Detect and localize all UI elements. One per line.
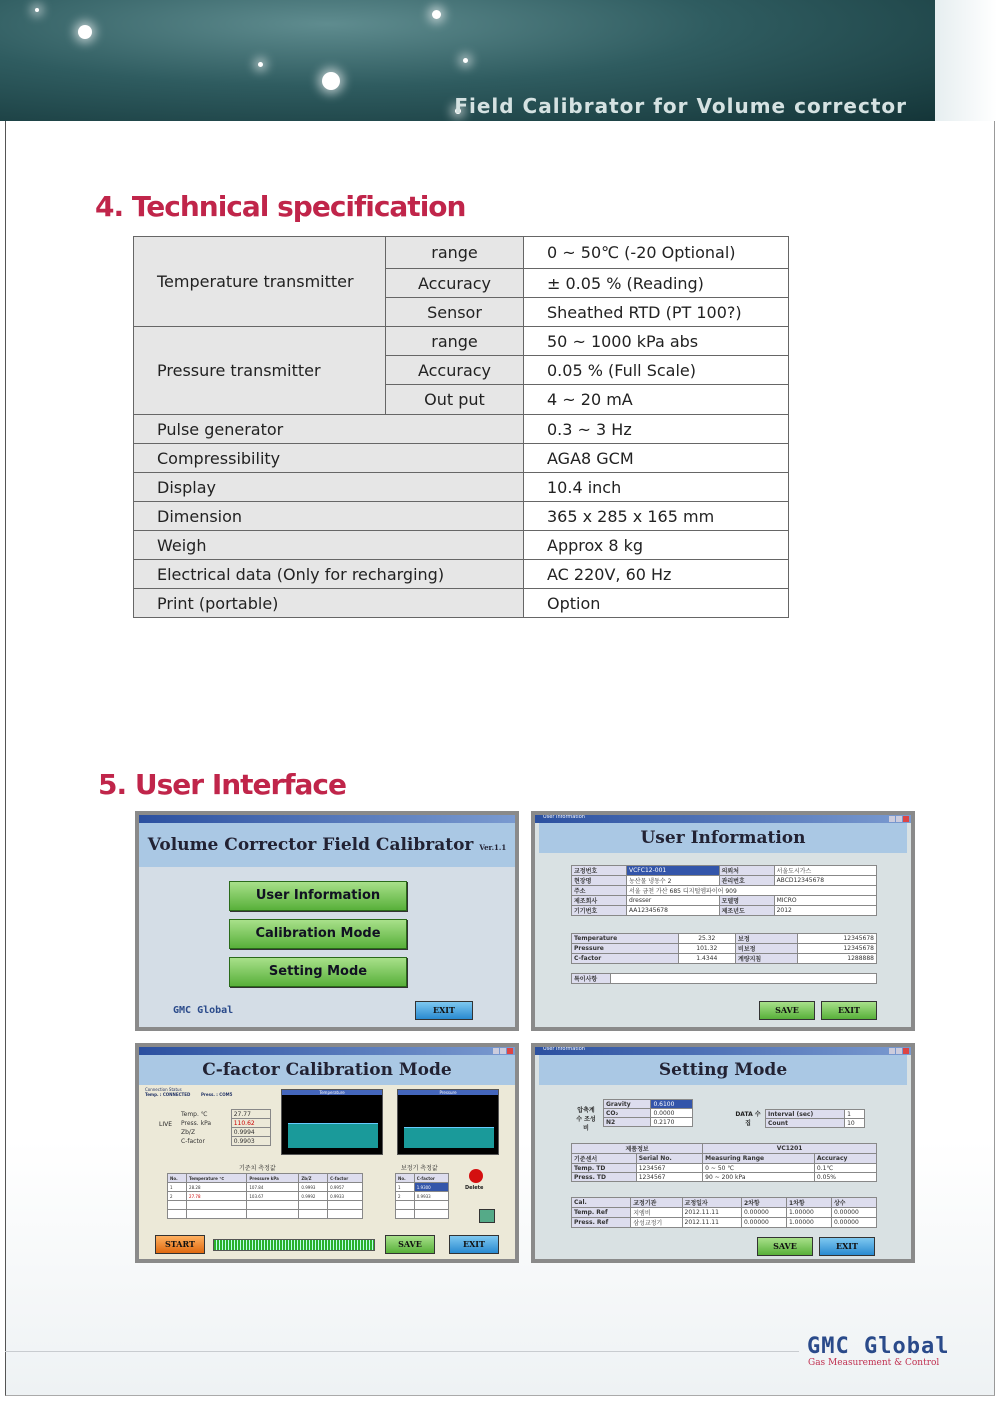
col-header: No.	[396, 1174, 415, 1183]
grid-value[interactable]: 1234567	[636, 1173, 702, 1182]
section-title-spec: 4. Technical specification	[95, 190, 466, 223]
spec-label: Electrical data (Only for recharging)	[134, 560, 524, 589]
table-cell[interactable]: 0.9993	[299, 1183, 328, 1192]
col-header: Measuring Range	[703, 1154, 815, 1164]
spec-param: Accuracy	[386, 356, 524, 385]
maximize-icon[interactable]	[500, 1048, 506, 1054]
live-value: 0.9903	[231, 1137, 270, 1146]
grid-value[interactable]: 0.05%	[814, 1173, 876, 1182]
live-label: LIVE	[159, 1121, 173, 1128]
grid-value[interactable]: ABCD12345678	[774, 876, 876, 886]
spec-param: Accuracy	[386, 269, 524, 298]
screenshot-setting-mode	[531, 1043, 915, 1263]
grid-key: 교정번호	[572, 866, 627, 876]
table-cell[interactable]	[414, 1201, 448, 1210]
grid-value[interactable]: 서울도시가스	[774, 866, 876, 876]
grid-key: 계량지침	[736, 954, 798, 964]
star-decoration	[463, 58, 468, 63]
spec-value: ± 0.05 % (Reading)	[524, 269, 789, 298]
grid-key: C-factor	[572, 954, 679, 964]
start-button[interactable]: START	[155, 1235, 205, 1254]
col-header: Serial No.	[636, 1154, 702, 1164]
section-title-ui: 5. User Interface	[98, 768, 347, 801]
table-cell[interactable]: 103.67	[247, 1192, 299, 1201]
spec-value: 0.05 % (Full Scale)	[524, 356, 789, 385]
screenshot-main-menu	[135, 811, 519, 1031]
grid-key: Temperature	[572, 934, 679, 944]
grid-key: 모델명	[719, 896, 774, 906]
footer-tagline: Gas Measurement & Control	[808, 1358, 940, 1368]
close-icon[interactable]	[903, 1048, 909, 1054]
table-cell[interactable]: 0.9933	[414, 1192, 448, 1201]
live-key: Temp. ℃	[181, 1110, 208, 1118]
note-label: 특이사항	[572, 974, 611, 984]
col-header: Accuracy	[814, 1154, 876, 1164]
star-decoration	[78, 25, 92, 39]
grid-value: VC1201	[703, 1144, 877, 1154]
minimize-icon[interactable]	[493, 1048, 499, 1054]
table-cell[interactable]	[168, 1201, 187, 1210]
table-cell[interactable]	[328, 1210, 363, 1219]
grid-value[interactable]: 0.00000	[831, 1218, 876, 1228]
grid-value[interactable]: 1.00000	[786, 1218, 831, 1228]
table-cell[interactable]	[247, 1201, 299, 1210]
setting-title: Setting Mode	[539, 1055, 907, 1085]
spec-label: Weigh	[134, 531, 524, 560]
spec-value: 50 ~ 1000 kPa abs	[524, 327, 789, 356]
save-button[interactable]: SAVE	[759, 1001, 815, 1020]
user-title: User Information	[539, 823, 907, 853]
grid-value[interactable]: 0.00000	[741, 1208, 786, 1218]
grid-value[interactable]: 2012.11.11	[682, 1208, 741, 1218]
exit-button[interactable]: EXIT	[821, 1001, 877, 1020]
spec-value: AGA8 GCM	[524, 444, 789, 473]
spec-label: Print (portable)	[134, 589, 524, 618]
spec-value: 365 x 285 x 165 mm	[524, 502, 789, 531]
grid-key: Gravity	[604, 1100, 651, 1109]
spec-value: Approx 8 kg	[524, 531, 789, 560]
live-value: 27.77	[231, 1110, 270, 1119]
grid-value[interactable]: 10	[845, 1119, 865, 1128]
grid-value[interactable]: 0 ~ 50 ℃	[703, 1164, 815, 1173]
chart-title: Temperature	[282, 1090, 382, 1095]
main-title: Volume Corrector Field Calibrator	[147, 835, 474, 855]
grid-value[interactable]: dresser	[627, 896, 720, 906]
table-cell[interactable]	[187, 1201, 247, 1210]
table-cell[interactable]: 0.9957	[328, 1183, 363, 1192]
col-header: No.	[168, 1174, 187, 1183]
pressure-chart	[397, 1089, 499, 1155]
grid-value[interactable]: 삼성교정기	[631, 1218, 682, 1228]
star-decoration	[432, 10, 441, 19]
table-cell[interactable]: 1	[396, 1183, 415, 1192]
grid-key: 보정	[736, 934, 798, 944]
footer-divider	[5, 1351, 799, 1352]
ref-title: 기준치 측정값	[239, 1165, 276, 1172]
footer-logo: GMC Global	[807, 1334, 950, 1359]
grid-value[interactable]: VCFC12-001	[627, 866, 720, 876]
maximize-icon[interactable]	[896, 816, 902, 822]
grid-value[interactable]: 1.4344	[678, 954, 736, 964]
table-cell[interactable]: 1	[168, 1183, 187, 1192]
grid-key: 관리번호	[719, 876, 774, 886]
grid-value[interactable]: 지엠비	[631, 1208, 682, 1218]
delete-icon[interactable]	[469, 1169, 483, 1183]
grid-key: 제조회사	[572, 896, 627, 906]
user-information-button[interactable]: User Information	[229, 881, 407, 911]
user-meas-grid	[571, 933, 877, 964]
spec-value: Sheathed RTD (PT 100?)	[524, 298, 789, 327]
cal-grid	[571, 1197, 877, 1228]
table-cell[interactable]	[396, 1210, 415, 1219]
window-titlebar	[139, 815, 515, 823]
star-decoration	[258, 62, 263, 67]
grid-value[interactable]: 농산물 냉동수 2	[627, 876, 720, 886]
spec-value: Option	[524, 589, 789, 618]
delete-label: Delete	[465, 1185, 484, 1191]
progress-bar	[213, 1239, 375, 1251]
col-header: Pressure kPa	[247, 1174, 299, 1183]
grid-value[interactable]: 0.00000	[831, 1208, 876, 1218]
live-value: 0.9994	[231, 1128, 270, 1137]
close-icon[interactable]	[507, 1048, 513, 1054]
col-header: 2차항	[741, 1198, 786, 1208]
grid-value[interactable]: 0.6100	[651, 1100, 693, 1109]
close-icon[interactable]	[903, 816, 909, 822]
maximize-icon[interactable]	[896, 1048, 902, 1054]
note-input[interactable]	[611, 974, 877, 984]
spec-value: 0 ~ 50℃ (-20 Optional)	[524, 237, 789, 269]
window-titlebar	[535, 815, 911, 823]
grid-key: Press. TD	[572, 1173, 637, 1182]
grid-value[interactable]: 2012	[774, 906, 876, 916]
temp-connection: Temp. : CONNECTED	[145, 1092, 191, 1097]
window-titlebar	[139, 1047, 515, 1055]
spec-param: range	[386, 327, 524, 356]
data-label: DATA 수집	[735, 1111, 761, 1127]
grid-value[interactable]: 1288888	[798, 954, 877, 964]
grid-key: 현장명	[572, 876, 627, 886]
grid-value[interactable]: MICRO	[774, 896, 876, 906]
chart-area	[404, 1127, 494, 1148]
minimize-icon[interactable]	[889, 1048, 895, 1054]
spec-group-pressure: Pressure transmitter	[134, 327, 386, 415]
table-cell[interactable]	[299, 1201, 328, 1210]
grid-value[interactable]: 0.1℃	[814, 1164, 876, 1173]
spec-table	[133, 236, 789, 618]
save-button[interactable]: SAVE	[757, 1237, 813, 1256]
col-header: C-factor	[328, 1174, 363, 1183]
spec-value: 4 ~ 20 mA	[524, 385, 789, 415]
equip-grid	[571, 1143, 877, 1182]
grid-key: Pressure	[572, 944, 679, 954]
spec-label: Dimension	[134, 502, 524, 531]
grid-key: 기기번호	[572, 906, 627, 916]
table-cell[interactable]	[168, 1210, 187, 1219]
grid-key: 주소	[572, 886, 627, 896]
data-grid	[765, 1109, 865, 1128]
spec-param: range	[386, 237, 524, 269]
main-version: Ver.1.1	[479, 843, 507, 852]
grid-value[interactable]: 서울 금천 가산 685 디지털엠파이어 909	[627, 886, 877, 896]
exit-button[interactable]: EXIT	[449, 1235, 499, 1254]
screenshot-user-information	[531, 811, 915, 1031]
connection-status-label: Connection Status	[145, 1087, 182, 1092]
table-cell[interactable]	[414, 1210, 448, 1219]
corr-table	[395, 1173, 449, 1219]
table-cell[interactable]: 0.9933	[328, 1192, 363, 1201]
table-cell[interactable]: 0.9992	[299, 1192, 328, 1201]
table-cell[interactable]: 1.9300	[414, 1183, 448, 1192]
table-cell[interactable]	[299, 1210, 328, 1219]
window-title: User Information	[543, 1047, 585, 1052]
spec-value: 0.3 ~ 3 Hz	[524, 415, 789, 444]
star-decoration	[35, 8, 39, 12]
col-header: 교정기관	[631, 1198, 682, 1208]
grid-value[interactable]: 90 ~ 200 kPa	[703, 1173, 815, 1182]
main-title-bar	[139, 823, 515, 867]
star-decoration	[322, 72, 340, 90]
grid-value[interactable]: 0.2170	[651, 1118, 693, 1127]
cfactor-title: C-factor Calibration Mode	[139, 1055, 515, 1085]
main-logo: GMC Global	[173, 1005, 234, 1016]
table-cell[interactable]: 2	[396, 1192, 415, 1201]
spec-value: 10.4 inch	[524, 473, 789, 502]
table-cell[interactable]: 27.78	[187, 1192, 247, 1201]
screenshot-cfactor-calibration	[135, 1043, 519, 1263]
grid-key: 의뢰처	[719, 866, 774, 876]
grid-key: Interval (sec)	[766, 1110, 845, 1119]
window-titlebar	[535, 1047, 911, 1055]
table-cell[interactable]: 2	[168, 1192, 187, 1201]
table-cell[interactable]	[396, 1201, 415, 1210]
table-cell[interactable]	[187, 1210, 247, 1219]
grid-value[interactable]: 0.0000	[651, 1109, 693, 1118]
setting-mode-button[interactable]: Setting Mode	[229, 957, 407, 987]
col-header: Cal.	[572, 1198, 631, 1208]
minimize-icon[interactable]	[889, 816, 895, 822]
spec-label: Compressibility	[134, 444, 524, 473]
grid-key: 제품정보	[572, 1144, 703, 1154]
live-key: C-factor	[181, 1137, 205, 1145]
col-header: 교정일자	[682, 1198, 741, 1208]
col-header: 상수	[831, 1198, 876, 1208]
table-cell[interactable]	[328, 1201, 363, 1210]
table-cell[interactable]: 28.28	[187, 1183, 247, 1192]
exit-button[interactable]: EXIT	[415, 1001, 473, 1020]
grid-value[interactable]: 1	[845, 1110, 865, 1119]
grid-key: 비보정	[736, 944, 798, 954]
table-cell[interactable]	[247, 1210, 299, 1219]
col-header: 1차항	[786, 1198, 831, 1208]
spec-label: Pulse generator	[134, 415, 524, 444]
live-key: Press. kPa	[181, 1119, 212, 1127]
temperature-chart	[281, 1089, 383, 1155]
grid-value[interactable]: 1.00000	[786, 1208, 831, 1218]
gas-grid	[603, 1099, 693, 1127]
ref-table	[167, 1173, 363, 1219]
grid-value[interactable]: 1234567	[636, 1164, 702, 1173]
grid-key: Press. Ref	[572, 1218, 631, 1228]
gas-label: 압축계수 조성비	[576, 1107, 596, 1132]
save-button[interactable]: SAVE	[385, 1235, 435, 1254]
col-header: 기준센서	[572, 1154, 637, 1164]
grid-key: 제조년도	[719, 906, 774, 916]
grid-value[interactable]: 12345678	[798, 944, 877, 954]
user-info-grid	[571, 865, 877, 916]
table-cell[interactable]: 107.84	[247, 1183, 299, 1192]
grid-value[interactable]: 12345678	[798, 934, 877, 944]
chart-area	[288, 1123, 378, 1148]
col-header: C-factor	[414, 1174, 448, 1183]
header-banner	[0, 0, 935, 121]
grid-key: Temp. TD	[572, 1164, 637, 1173]
chart-title: Pressure	[398, 1090, 498, 1095]
col-header: Zb/Z	[299, 1174, 328, 1183]
calibration-mode-button[interactable]: Calibration Mode	[229, 919, 407, 949]
header-edge	[935, 0, 997, 121]
grid-key: CO₂	[604, 1109, 651, 1118]
live-readings	[179, 1109, 271, 1146]
grid-value[interactable]: 101.32	[678, 944, 736, 954]
grid-key: Count	[766, 1119, 845, 1128]
col-header: Temperature ℃	[187, 1174, 247, 1183]
grid-value[interactable]: 2012.11.11	[682, 1218, 741, 1228]
spec-value: AC 220V, 60 Hz	[524, 560, 789, 589]
user-note-grid	[571, 973, 877, 984]
spec-param: Sensor	[386, 298, 524, 327]
corr-title: 보정기 측정값	[401, 1165, 438, 1172]
spec-label: Display	[134, 473, 524, 502]
exit-button[interactable]: EXIT	[819, 1237, 875, 1256]
window-title: User Information	[543, 815, 585, 820]
live-key: Zb/Z	[181, 1128, 196, 1136]
press-connection: Press. : COM5	[201, 1092, 233, 1097]
grid-key: Temp. Ref	[572, 1208, 631, 1218]
live-value: 110.62	[231, 1119, 270, 1128]
grid-value[interactable]: 0.00000	[741, 1218, 786, 1228]
grid-value[interactable]: 25.32	[678, 934, 736, 944]
spec-param: Out put	[386, 385, 524, 415]
grid-key: N2	[604, 1118, 651, 1127]
tool-icon[interactable]	[479, 1209, 495, 1223]
grid-value[interactable]: AA12345678	[627, 906, 720, 916]
header-title: Field Calibrator for Volume corrector	[454, 94, 907, 118]
spec-group-temp: Temperature transmitter	[134, 237, 386, 327]
